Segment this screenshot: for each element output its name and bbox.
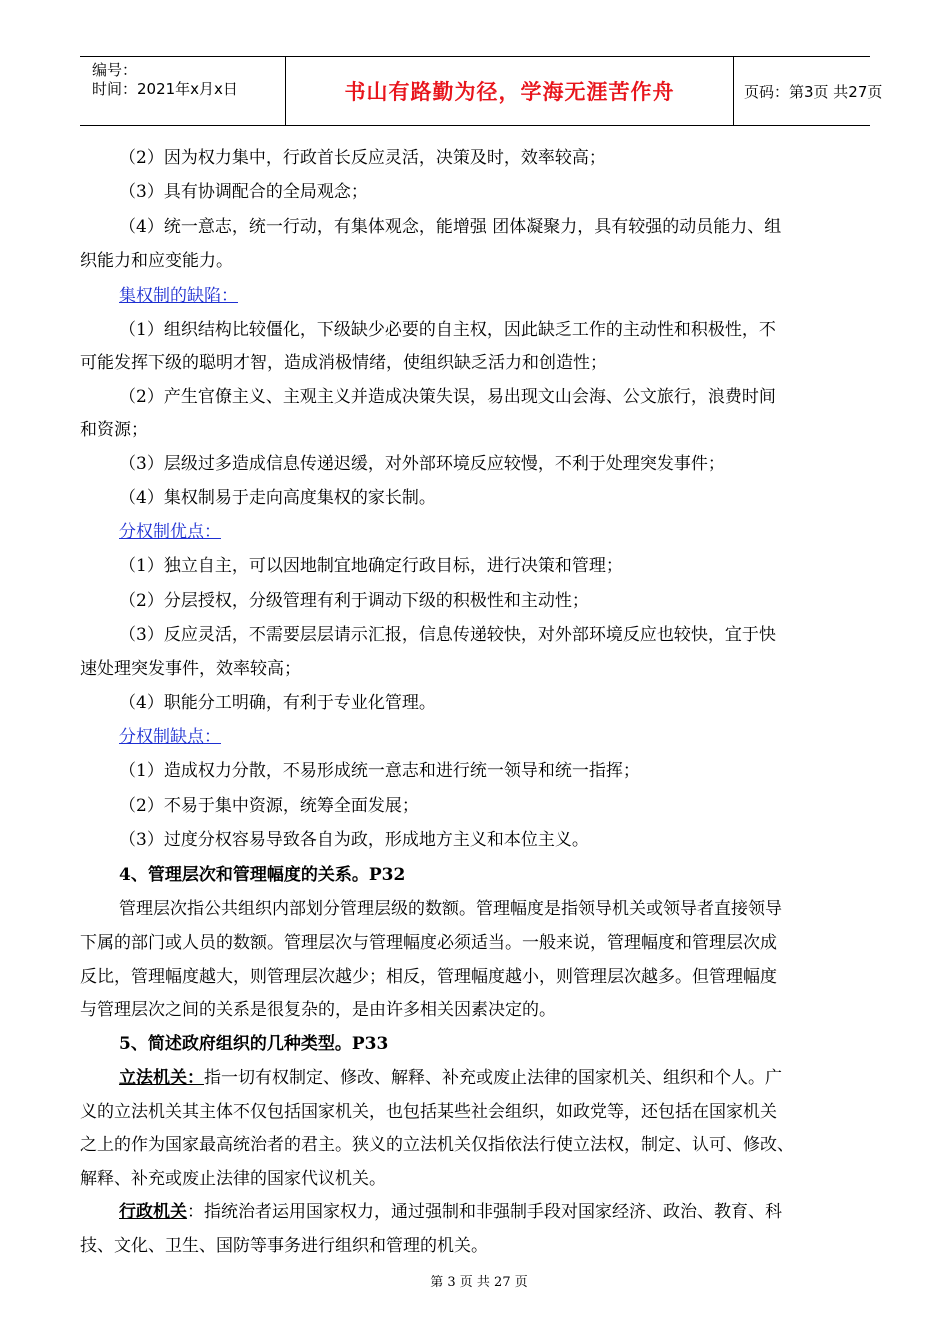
paragraph-line: （4）职能分工明确，有利于专业化管理。 xyxy=(119,693,436,713)
question-heading: 5、简述政府组织的几种类型。P33 xyxy=(119,1034,389,1054)
paragraph-line: 与管理层次之间的关系是很复杂的，是由许多相关因素决定的。 xyxy=(80,1000,556,1020)
paragraph-line: （1）组织结构比较僵化，下级缺少必要的自主权，因此缺乏工作的主动性和积极性，不 xyxy=(119,320,776,340)
paragraph-line: （2）不易于集中资源，统筹全面发展； xyxy=(119,796,419,816)
paragraph-line: （3）层级过多造成信息传递迟缓，对外部环境反应较慢，不利于处理突发事件； xyxy=(119,454,725,474)
paragraph-line: 解释、补充或废止法律的国家代议机关。 xyxy=(80,1169,386,1189)
section-heading-link[interactable]: 集权制的缺陷： xyxy=(119,286,238,306)
header-meta xyxy=(80,57,285,125)
paragraph-line: 之上的作为国家最高统治者的君主。狭义的立法机关仅指依法行使立法权，制定、认可、修改、 xyxy=(80,1135,794,1155)
paragraph-line: （2）分层授权，分级管理有利于调动下级的积极性和主动性； xyxy=(119,591,589,611)
paragraph-line: 织能力和应变能力。 xyxy=(80,251,233,271)
header-motto: 书山有路勤为径，学海无涯苦作舟 xyxy=(285,57,734,125)
paragraph-line: 义的立法机关其主体不仅包括国家机关，也包括某些社会组织，如政党等，还包括在国家机关 xyxy=(80,1102,777,1122)
paragraph-line: （4）集权制易于走向高度集权的家长制。 xyxy=(119,488,436,508)
paragraph-line: （2）产生官僚主义、主观主义并造成决策失误，易出现文山会海、公文旅行，浪费时间 xyxy=(119,387,776,407)
paragraph-line: 技、文化、卫生、国防等事务进行组织和管理的机关。 xyxy=(80,1236,488,1256)
term-legislature: 立法机关： xyxy=(119,1068,204,1088)
doc-time-label: 时间：2021年x月x日 xyxy=(92,80,238,98)
section-heading-link[interactable]: 分权制缺点： xyxy=(119,727,221,747)
paragraph-line: （2）因为权力集中，行政首长反应灵活，决策及时，效率较高； xyxy=(119,148,606,168)
paragraph-line: 下属的部门或人员的数额。管理层次与管理幅度必须适当。一般来说，管理幅度和管理层次成 xyxy=(80,933,777,953)
section-heading-link[interactable]: 分权制优点： xyxy=(119,522,221,542)
page-footer: 第 3 页 共 27 页 xyxy=(430,1275,528,1290)
paragraph-line: （3）反应灵活，不需要层层请示汇报，信息传递较快，对外部环境反应也较快，宜于快 xyxy=(119,625,776,645)
document-header xyxy=(80,56,883,126)
paragraph-line: 反比，管理幅度越大，则管理层次越少；相反，管理幅度越小，则管理层次越多。但管理幅度 xyxy=(80,967,777,987)
term-definition: 指一切有权制定、修改、解释、补充或废止法律的国家机关、组织和个人。广 xyxy=(204,1068,782,1088)
paragraph-line: 速处理突发事件，效率较高； xyxy=(80,659,301,679)
doc-number-label: 编号： xyxy=(92,61,138,79)
paragraph-line: 和资源； xyxy=(80,420,148,440)
term-executive: 行政机关 xyxy=(119,1202,187,1222)
paragraph-line xyxy=(119,1201,919,1223)
paragraph-line xyxy=(119,1067,919,1089)
paragraph-line: （4）统一意志，统一行动，有集体观念，能增强 团体凝聚力，具有较强的动员能力、组 xyxy=(119,217,782,237)
paragraph-line: 可能发挥下级的聪明才智，造成消极情绪，使组织缺乏活力和创造性； xyxy=(80,353,607,373)
term-definition: ：指统治者运用国家权力，通过强制和非强制手段对国家经济、政治、教育、科 xyxy=(187,1202,782,1222)
paragraph-line: （3）具有协调配合的全局观念； xyxy=(119,182,368,202)
question-heading: 4、管理层次和管理幅度的关系。P32 xyxy=(119,865,406,885)
header-page-info: 页码：第3页 共27页 xyxy=(744,82,883,101)
paragraph-line: （3）过度分权容易导致各自为政，形成地方主义和本位主义。 xyxy=(119,830,589,850)
paragraph-line: （1）独立自主，可以因地制宜地确定行政目标，进行决策和管理； xyxy=(119,556,623,576)
paragraph-line: （1）造成权力分散，不易形成统一意志和进行统一领导和统一指挥； xyxy=(119,761,640,781)
paragraph-line: 管理层次指公共组织内部划分管理层级的数额。管理幅度是指领导机关或领导者直接领导 xyxy=(119,899,782,919)
